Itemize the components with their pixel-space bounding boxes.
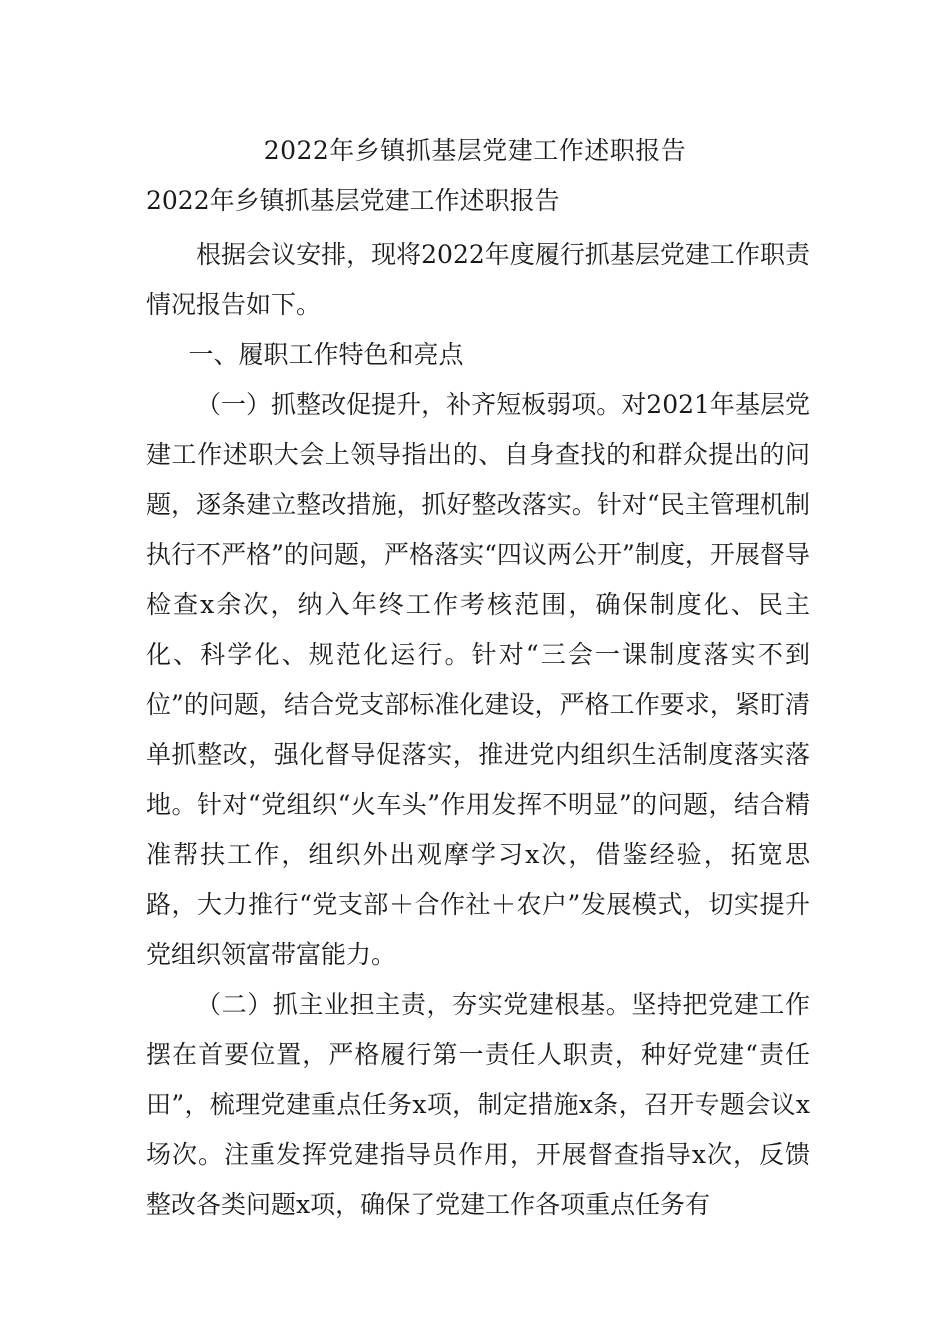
intro-paragraph: 根据会议安排，现将2022年度履行抓基层党建工作职责情况报告如下。 <box>146 240 810 319</box>
section-heading: 一、履职工作特色和亮点 <box>188 340 464 369</box>
document-body <box>146 230 810 1230</box>
document-subtitle: 2022年乡镇抓基层党建工作述职报告 <box>146 186 560 215</box>
body-paragraph-1: （一）抓整改促提升，补齐短板弱项。对2021年基层党建工作述职大会上领导指出的、自身查找的和群众提出的问题，逐条建立整改措施，抓好整改落实。针对“民主管理机制执行不严格”的问题，严格落实“四议两公开”制度，开展督导检查x余次，纳入年终工作考核范围，确保制度化、民主化、科学化、规范化运行。针对“三会一课制度落实不到位”的问题，结合党支部标准化建设，严格工作要求，紧盯清单抓整改，强化督导促落实，推进党内组织生活制度落实落地。针对“党组织“火车头”作用发挥不明显”的问题，结合精准帮扶工作，组织外出观摩学习x次，借鉴经验，拓宽思路，大力推行“党支部＋合作社＋农户”发展模式，切实提升党组织领富带富能力。 <box>146 390 810 969</box>
body-paragraph-2: （二）抓主业担主责，夯实党建根基。坚持把党建工作摆在首要位置，严格履行第一责任人职责，种好党建“责任田”，梳理党建重点任务x项，制定措施x条，召开专题会议x场次。注重发挥党建指导员作用，开展督查指导x次，反馈整改各类问题x项，确保了党建工作各项重点任务有 <box>146 990 810 1219</box>
document-title: 2022年乡镇抓基层党建工作述职报告 <box>263 136 687 165</box>
